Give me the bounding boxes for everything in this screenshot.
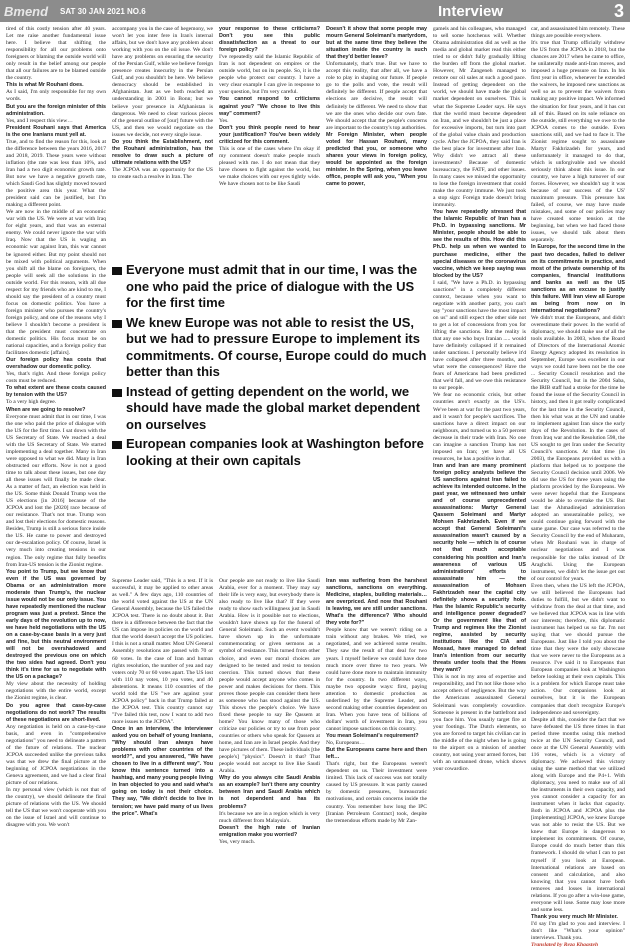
answer-paragraph: gamels and his colleagues, who managed to sell some hotchenus will. Whether Obama administration did as well as the media and global market read this either tried to or didn't fully gradually lifting the burden off from the global market. However, Mr Zangeneh managed to restore our oil sales at such a good pace. Instead of getting dependent on the world, we should have made the global market dependent on ourselves. This is what the Supreme Leader says. He says that the world must become dependent on Iran, and we shouldn't be just a place for excessive imports, but turn into part of the global value chain and production cycle. After the JCPOA, they said Iran is the best place for investment after Iran. Why didn't we attract all these investments? Because of domestic bureaucracy, the FATF, and other issues. In many cases we missed the opportunity to lose the foreign investment that could make the country immune. We just took a stop sign: Foreign trade doesn't bring immunity. (433, 26, 526, 209)
answer-paragraph: The JCPOA was an opportunity for the US to create such a resolve in Iran. The (112, 166, 213, 180)
pull-quotes (112, 262, 428, 570)
question-paragraph: Thank you very much Mr Minister. (531, 913, 618, 920)
answer-paragraph: I said, "We have a Ph.D. in bypassing sanctions" in a completely different context, because when you want to negotiate with another party, you can't say "your sanctions have the most impact on us" and still expect the other side not to get a lot of concessions from you for lifting the sanctions. But the reality is that any one who buys Iranian ..... would have definitely collapsed if it remained under sanctions. I personally believe it'd have collapsed after three months, and what were the consequences? Have the fears of Americans had been predicted that we'd fall, and we owe this resistance to our people. (433, 279, 526, 392)
answer-paragraph: Yes, and I respect this view… (6, 117, 73, 124)
question-paragraph: Why do you always cite Saudi Arabia as an example? Isn't there any country between Iran and Saudi Arabia which is not dependent and has its problems? (219, 775, 320, 810)
answer-paragraph: My view about the necessity of holding negotiations with the entire world, except the Zionist regime, is clear. (6, 681, 106, 702)
square-bullet-icon (112, 389, 122, 397)
question-paragraph: You have repeatedly stressed that the Islamic Republic of Iran has a Ph.D. in bypassing sanctions. Mr Minister, people should be able to see the results of this. How did this Ph.D. help us when we wanted to purchase medicine, either the special diseases or the coronavirus vaccine, which we keep saying was blocked by the US? (433, 209, 526, 279)
answer-paragraph: In my personal view (which is not that of the country), we should delineate the final picture of relations with the US. We should tell the US that we won't cooperate with you on the issue of Israel and will continue to disagree with you. We won't (6, 787, 106, 829)
question-paragraph: Iran and Iran are many prominent foreign policy analysts believe the US sanctions against Iran failed to achieve its intended outcome. In the past year, we witnessed two unfair and of course unprecedented assassinations: Martyr General Qassem Soleimani and Martyr Mohsen Fakhrizadeh. Even if we accept that General Soleimani's assassination wasn't caused by a security hole — which is of course not that much acceptable considering his position and Iran's awareness of various US administrations' efforts to assassinate him — the assassination of Mohsen Fakhrizadeh near the capital city definitely shows a security hole. Has the Islamic Republic's security and intelligence power degraded? Or the government like that of Trump and regimes like the Zionist regime, assisted by security institutions like the CIA and Mossad, have managed to defeat Iran's intention from our security threats under tools that the Hows they want? (433, 462, 526, 674)
issue-date: SAT 30 JAN 2021 NO.6 (60, 6, 146, 16)
question-paragraph: When are we going to resolve? (6, 406, 86, 413)
answer-paragraph: tired of this costly tension after 40 years. Let me raise another fundamental issue here. I believe that shifting the responsibility for all our problems onto foreigners or blaming the outside world will only result in the belief among our people that all our failures are to be blamed outside the country. (6, 26, 106, 82)
question-paragraph: President Rouhani says that America is the one Iranians must yell at. (6, 124, 106, 138)
article-column-3-bottom (219, 578, 320, 845)
square-bullet-icon (112, 267, 122, 275)
question-paragraph: You cannot respond to criticisms against you? "We chose to live this way" comment? (219, 96, 320, 117)
square-bullet-icon (112, 320, 122, 328)
answer-paragraph: Despite all this, consider the fact that we have defeated the US three times in that period three months using this method twice at the UN Security Council, and once at the UN General Assembly with 116 votes, which is a victory of diplomacy. We achieved this victory using the same method that we utilized along with Europe and the P4+1. With diplomacy, you need to make use of all the instruments in their own capacity, and you cannot consider a capacity for an instrument when it lacks that capacity. Both in JCPOA and JCPOA plus the [implementing] JCPOA, we knew Europe was not able to resist the US. But we knew that Europe is dangerous to implement its commitments. Of course, Europe could do much better than this framework. I should do what I can to put myself if you look at European. International relations are based on consent and calculation, and also knowing that you cannot have both removes and losses in international relations. If you go after a win-lose game, everyone will lose. Some may lose more and some less. (531, 716, 625, 913)
article-column-4-bottom (326, 578, 427, 824)
article-column-5 (433, 26, 526, 816)
question-paragraph: This is what Mr Rouhani does. (6, 82, 84, 89)
article-column-4-top (326, 26, 427, 256)
answer-paragraph: It's true that Trump officially withdrew the US from the JCPOA in 2018, but the chances are 2017 when he came to office, he unilaterally made anti-Iran moves, and imposed a huge pressure on Iran. In his first year in office, whenever he extended the waivers, he imposed new sanctions as well so as to prevent the waivers from making any positive impact. We informed the situation for four years, and it has cut all of this. Based on its sole reliance on the outside, still everything we owe to the JCPOA comes to the outside. Even sanctions still, and we had to face it. The Zionist regime sought to assassinate Martyr Fakhrizadeh for years, and unfortunately it managed to do that, which is unforgivable and we should seriously think about this issue. In our country, we have a high turnover of our forces. However, we shouldn't say it was because of our success of the US' maximum pressure. This pressure has failed, of course, we may have made mistakes, and some of our policies may have created some tension at the beginning, but when we had faced those issues, we should talk about them separately. (531, 40, 625, 244)
section-title: Interview (438, 2, 504, 20)
question-paragraph: But you are the foreign minister of this administration. (6, 103, 106, 117)
page-number: 3 (613, 0, 624, 21)
answer-paragraph: Everyone must admit that in our time, I was the one who paid the price of dialogue with the US for the first time. I sat down with the US Secretary of State. We reached a deal with the US Secretary of State. We started implementing a deal together. Many in Iran were opposed to what we did. Many in Iran obstructed our efforts. Now is not a good time to talk about these issues, but one day all these issues will finally be made clear. As a matter of fact, an election was held in the US. Some think Donald Trump won the US elections [in 2016] because of the JCPOA and lost the [2020] race because of our resistance. That's not true. Trump won and lost their elections for domestic reasons. Besides, Trump is still a serious force inside the US. He came to power and destroyed our de-escalation policy. Of course, Israel is very much into creating tensions in our region. The only regime that fully benefits from Iran-US tension is the Zionist regime. (6, 413, 106, 568)
pull-quote: Instead of getting dependent on the world, we should have made the global market dependent on ourselves (112, 384, 428, 434)
answer-paragraph: car, and assassinated him remotely. These things are possible everywhere. (531, 26, 625, 40)
answer-paragraph: accompany you in the case of hegemony, we won't let you inter fere in Iran's internal affairs, but we don't have any problem about working with you on the oil issue. We don't have any problems on ensuring the security of the Persian Gulf, while we believe foreign presence creates insecurity in the Persian Gulf, and you shouldn't be here. We believe democracy should be established in Afghanistan. Just as we both reached an understanding in 2001 in Bonn; but we believe your presence in Afghanistan is dangerous. We need to clear various pieces of the general outline of [our] future with the US, and then we would negotiate on the issues we decide, not every single issue. (112, 26, 213, 138)
answer-paragraph: People know that we weren't riding on a train without any brakes. We tried, we negotiated, and we achieved some results. They saw the result of that deal for two years. I myself believe we could have done much more over three to two years. We could have done more to maintain immunity for the country. In two different ways, maybe two opposite ways: first, paying attention to domestic production as underlined by the Supreme Leader, and second making other countries dependent on Iran. When you have tens of billions of dollars' worth of investment in Iran, you cannot impose sanctions on this country. (326, 627, 427, 732)
answer-paragraph: Yes, very much. (219, 838, 256, 845)
question-paragraph: To what extent are these costs caused by tension with the US? (6, 385, 106, 399)
article-column-3-top (219, 26, 320, 256)
question-paragraph: Don't you think people need to hear your justification? You've been widely criticized for this comment. (219, 124, 320, 145)
answer-paragraph: Yes. (219, 117, 229, 124)
answer-paragraph: Unfortunately, that's true. But we have to accept this reality, that after all, we have a role to play in shaping our future. If people go to the polls and vote, the result will definitely be different. If people accept that elections are decisive, the result will definitely be different. We need to show that we are the ones who decide our own fate. We should accept that the people's concerns are important to the country's top authorities. (326, 61, 427, 131)
question-paragraph: Our foreign policy has costs that overshadow our domestic policy. (6, 357, 106, 371)
answer-paragraph: As I said, I'm only responsible for my own words. (6, 89, 106, 103)
pull-quote: We knew Europe was not able to resist the US, but we had to pressure Europe to implement its commitments. Of course, Europe could do much better than this (112, 315, 428, 381)
translator-credit: Translated by Reza Khaasteh (531, 942, 599, 949)
answer-paragraph: No, Europeans… (326, 740, 365, 747)
question-paragraph: Do you think the Establishment, not the Rouhani administration, has the resolve to draw such a picture of ultimate relations with the US? (112, 138, 213, 166)
answer-paragraph: Even then, when the US left the JCPOA, we still believed the Europeans had duties to fulfill, but we didn't want to withdraw from the deal at that time, and we believed that JCPOA was in line with our interests; therefore, this diplomatic instrument has helped us so far. I'm not saying that we should pursue the Europeans. Just like I told you about the time that they were the only showcase that we were never to the Europeans as a resource. I've said it to Europeans that European companies look at Washington before looking at their own capitals. This is a problem for which Europe must take action. Our companions look at ourselves, but it is the European companies that don't recognize Europe's independence and sovereignty. (531, 582, 625, 716)
answer-paragraph: Our people are not ready to live like Saudi Arabia, ever for a moment. They may say their life is very easy, but everybody there is also ready to live like that? If they were ready to show such willingness just in Saudi Arabia. How is it possible not to elections, wouldn't have shown up for the funeral of General Soleimani. Such an event wouldn't have shown up in the unfortunate commemorating or given sermons as a symbol of resistance. This turned from other choice, and even our moral choices are designed to be tested and resist to tension coercion. This turned shows that these people would accept anyone who comes in power and makes decisions for them. This proves those people can consider them here as someone who has stood against the US. This shows the people's choice. We have fixed these people to say Be Qassem at home? You know many of those who criticize our policies or try to use from poor countries or others who speak for Qassem at home, and Iran are in Israel people. And they have pictures of them. These individuals [the people's] "physics". Doesn't it that? That people would not accept to live like Saudi Arabia. (219, 578, 320, 775)
article-column-2-top (112, 26, 213, 256)
question-paragraph: In Europe, for the second time in the past two decades, failed to deliver on its commitments in practice, and most of the private ownership of its companies, financial institutions and banks as well as the US sanctions as an excuse to justify this failure. Will Iran view all Europe as being from now on in international negotiations? (531, 244, 625, 314)
question-paragraph: But the Europeans came here and then left… (326, 747, 427, 761)
square-bullet-icon (112, 441, 122, 449)
answer-paragraph: Supreme Leader said, "This is a test. If it is successful, it may be applied to other areas as well." A few days ago, 110 countries of the world voted against the US at the UN General Assembly, because the US failed the JCPOA test. There is no doubt about it. But there is a difference between the fact that the US can impose its policies on the world and that the world doesn't accept the US policies. I this is not a small matter. Most UN General Assembly resolutions are passed with 70 or 60 votes. In the case of Iran and human rights resolution, the number of yea and nay voters only 70 or 60 votes apart. The US lost with 110 nay votes, 10 yea votes, and 40 abstentions. It means 110 countries of the world told the US "we are against your JCPOA policy" back in that Trump failed at the JCPOA test. This country cannot say "I've failed this test, now I want to add two more issues to the JCPOA". (112, 578, 213, 725)
pull-quote: European companies look at Washington before looking at their own capitals (112, 436, 428, 469)
answer-paragraph: This is one of the cases where I'm okay if my comment doesn't make people much pleased with me. I do not mean that they have chosen to fight against the world, but we make choices with our eyes tightly wide. We have chosen not to be like Saudi (219, 145, 320, 188)
answer-paragraph: Any negotiation is held on a case-by-case basis, and even in "comprehensive negotiations" you need to delineate a pattern of the future of relations. The nuclear JCPOA succeeded unlike the previous talks was that we drew the final picture at the beginning of JCPOA negotiations in the Geneva agreement, and we had a clear final picture of our relations. (6, 723, 106, 787)
question-paragraph: Do you agree that case-by-case negotiations do not work? The results of these negotiations are short-lived. (6, 702, 106, 723)
answer-paragraph: I've repeatedly said the Islamic Republic of Iran is not dependent on empires or the outside world, but on its people. So, it is the people who protect our country. I have a very clear example I can give in response to your question, but I'm very careful. (219, 54, 320, 96)
article-column-6 (531, 26, 625, 949)
question-paragraph: Mr Foreign Minister, when people voted for Hassan Rouhani, many predicted that you, or someone who shares your views in foreign policy, would be appointed as the foreign minister. In the Spring, when you leave office, people will ask you, "When you came to power, (326, 131, 427, 188)
pull-quote: Everyone must admit that in our time, I was the one who paid the price of dialogue with the US for the first time (112, 262, 428, 312)
newspaper-logo: Bmend (4, 3, 49, 19)
question-paragraph: You mean Soleimani's requirement? (326, 733, 419, 740)
article-column-1 (6, 26, 106, 829)
question-paragraph: your response to these criticisms? Don't you see this public dissatisfaction as a threat to our foreign policy? (219, 26, 320, 54)
answer-paragraph: True, and to find the reason for this, look at the difference between the years 2016, 2017 and 2018, 2019. These years were without inflation (the rate was less than 10%, and Iran had a two digit economic growth rate. But now we have a negative growth rate, which Saudi God has slightly moved toward the positive area this year. What the president said can be justified, but I'm making a different point. (6, 138, 106, 209)
question-paragraph: You point to Trump, but we know that even if the US was governed by Obama or an administration more moderate than Trump's, the nuclear issue would not be our only issue. You have repeatedly mentioned the nuclear program was just a pretext. Since the early days of the revolution up to now, we have held negotiations with the US on a case-by-case basis in a very just and fine, but this neutral environment will not be overshadowed and destroyed the previous one on which the two sides had agreed. Don't you think it's time for us to negotiate with the US on a package? (6, 568, 106, 681)
answer-paragraph: It's because we are in a region which is very much different from Malaysia's. (219, 810, 320, 824)
answer-paragraph: That's right, but the Europeans weren't dependent on us. Their investment were limited. This lack of success was not totally caused by US pressure. It was partly caused by domestic pressures, bureaucratic motivations, and certain concerns inside the country. You remember how long the IPC [Iranian Petroleum Contract] took, despite the tremendous efforts made by Mr Zan- (326, 761, 427, 824)
answer-paragraph: We didn't trust the Europeans, and didn't overestimate their power. In the world of diplomacy, we should make use of all the tools available. In 2003, when the Board of Directors of the International Atomic Energy Agency adopted its resolution in September, Europe was excellent in our ways we could have been not be the one ... Security Council resolution and the Security Council, but in the 2004 Saba, the IRIB staff had a stroke for the time he found the issue of the Security Council in history, and then it got really complicated for the last time in the Security Council, then his what was at the UN and unable to implement against Iran since the early days of the Revolution. In the cases of from Iraq war and the Resolution 598, the US sought to get Iran under the Security Council's sanctions. At that time (in 2003), the Europeans provided us with a platform that helped us to postpone the Security Council decision until 2006. We did use the US for three years using the platform provided by the Europeans. We were never hopeful that the Europeans would be able to overtake the US. But last the Ahmadinejad administration adopted an unsustainable policy, we could continue going forward with the same game. Our case was referred to the Security Council by the end of Muharam, when Mr Rouhani was in charge of nuclear negotiations and I was responsible for the talks instead of Dr Araghchi. Using the European instrument, we didn't let the issue get out of our control for years. (531, 314, 625, 582)
question-paragraph: Iran was suffering from the harshest sanctions, sanctions on everything. Medicine, staples, building materials… are overpriced. And now that Rouhani is leaving, we are still under sanctions. What's the difference? Who should they vote for?" (326, 578, 427, 627)
answer-paragraph: To a very high degree. (6, 399, 57, 406)
answer-paragraph: Yes, that's right. And these foreign policy costs must be reduced. (6, 371, 106, 385)
question-paragraph: Doesn't the high rate of Iranian emigration make you worried? (219, 824, 320, 838)
answer-paragraph: I'd say I'm glad to you and interview. I don't like "What's your opinion" interviews. Thank you. (531, 920, 625, 942)
answer-paragraph: This is not in my area of expertise and responsibility, and I'm not like those who accept others of negligence. But the way the Americans assassinated General Soleimani was completely cowardice. Someone is present in the battlefront and you face him. You usually target fire at your footings. The Dutch elements, so you are forced to target his civilian car in the middle of the night when he is going to the airport on a mission of another country, not using your armed forces, but with an unmanned drone, which shows your cowardice. (433, 674, 526, 772)
page-header (0, 0, 630, 22)
article-column-2-bottom (112, 578, 213, 816)
answer-paragraph: We are now in the middle of an economic war with the US. We were at war with Iraq for eight years, and that was an external enemy. We could never ignore the war with Iraq. Now that the US is waging an economic war against Iran, this war cannot be ignored either. But my point should not be mixed with political arguments. When you shift all the blame on foreigners, the people will seek all the solutions in the outside world. For this reason, with all due respect for my friends who are kind to me, I should say the president of a country must focus on domestic politics. You have a foreign minister who pursues the country's foreign policy, and one of the reasons why I believe I shouldn't become a president is that the president must concentrate on domestic politics. His focus must be on national capacities, and a foreign policy that facilitates domestic [affairs]. (6, 209, 106, 357)
question-paragraph: Once in an interview, the interviewer asked you on behalf of young Iranians, "Why should Iran always have problems with other countries of the world?", and you answered, "We have chosen to live in a different way". You know this sentence turned into a hashtag, and many young people living in Iran objected to you and said what's going on today is not their choice. They say, "We didn't decide to live in tension; we have paid many of us lives the price". What's (112, 725, 213, 817)
answer-paragraph: We fear no economic crisis, but other countries aren't exactly as the US's. We've been at war for the past two years, and it wasn't for people's sacrifices. The sanctions have a direct impact on our neighbours, and turned us to a 50 percent decrease in their trade with Iran. No one can imagine a sanction Trump has not imposed on Iran; yet have all US resources, he has a positive in that. (433, 392, 526, 462)
question-paragraph: Doesn't it show that some people may mourn General Soleimani's martyrdom, but at the same time they believe the situation inside the country is such that they'd better leave? (326, 26, 427, 61)
